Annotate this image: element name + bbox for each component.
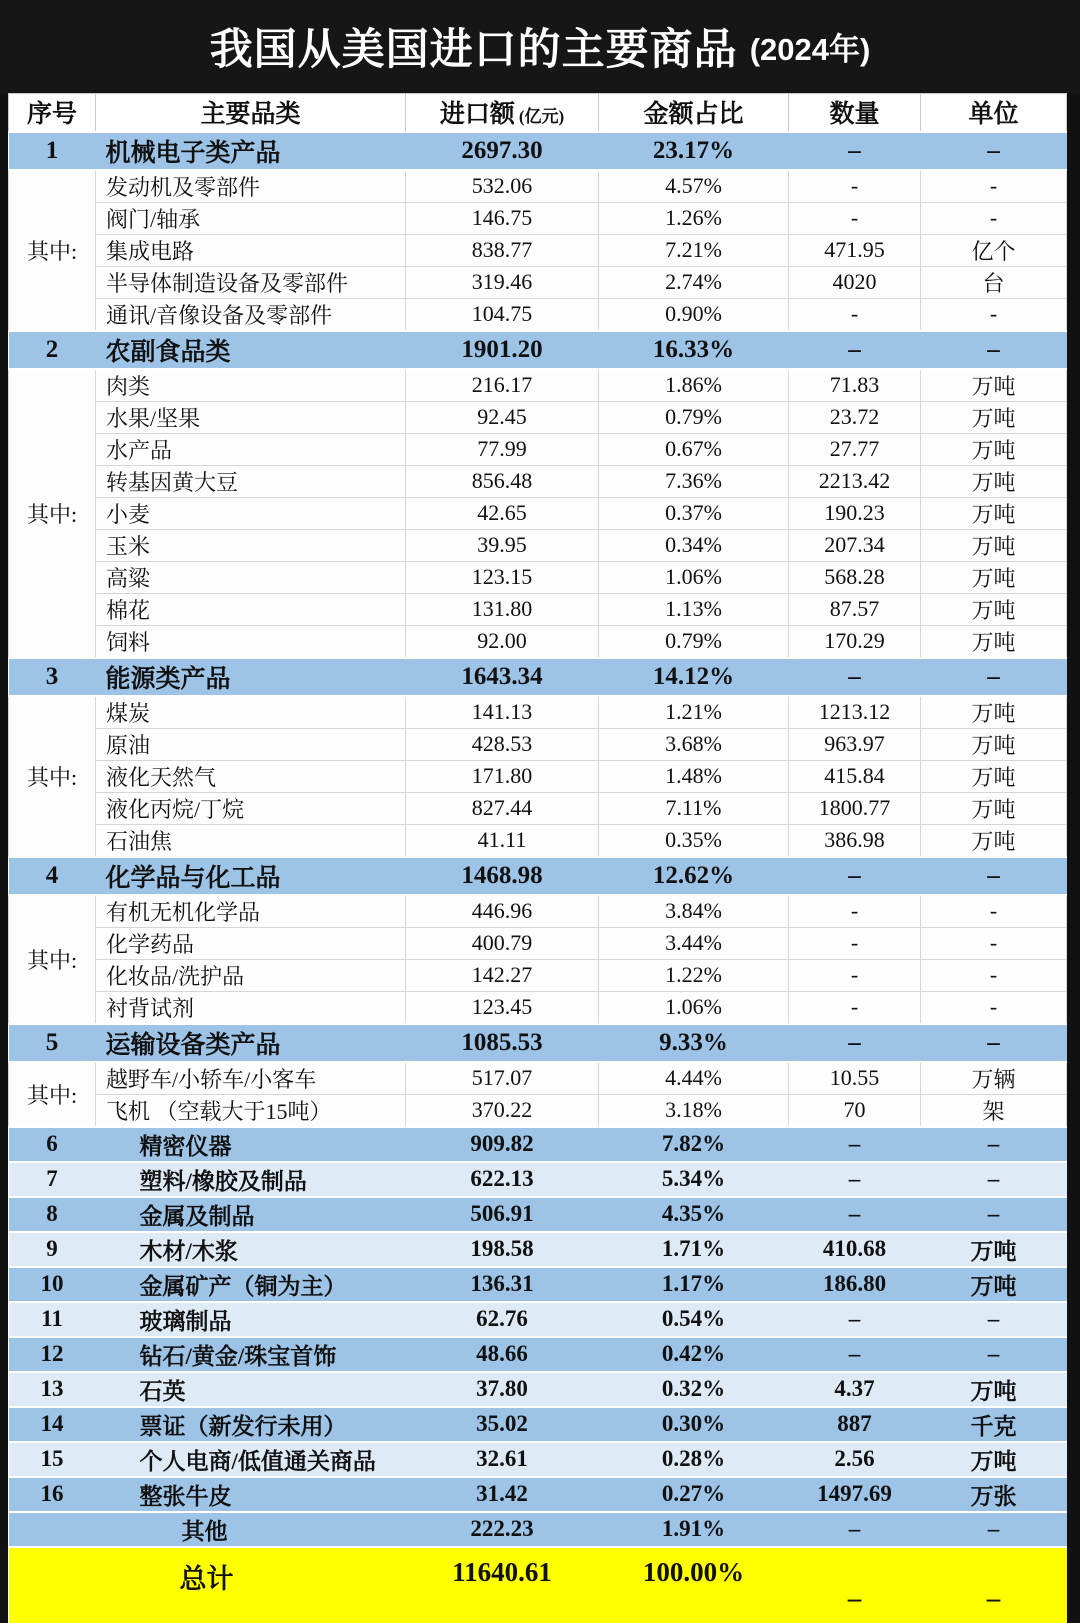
import-value-cell: 319.46 (406, 266, 599, 298)
unit-cell: – (921, 1024, 1067, 1062)
import-value-cell: 216.17 (406, 369, 599, 402)
quantity-cell: 568.28 (789, 561, 921, 593)
value-share-cell: 0.34% (599, 529, 789, 561)
unit-cell: 万辆 (921, 1062, 1067, 1095)
import-value-cell: 146.75 (406, 202, 599, 234)
value-share-cell: 1.71% (599, 1232, 789, 1267)
value-share-cell: 0.54% (599, 1302, 789, 1337)
import-value-cell: 92.45 (406, 401, 599, 433)
table-row (9, 959, 1067, 991)
table-row (9, 202, 1067, 234)
qizhong-label-cell: 其中: (9, 1062, 96, 1127)
table-row (9, 593, 1067, 625)
title-bar (0, 0, 1080, 93)
category-name-cell: 棉花 (96, 593, 406, 625)
unit-cell: 万吨 (921, 625, 1067, 658)
quantity-cell: – (789, 658, 921, 696)
quantity-cell: – (789, 1302, 921, 1337)
unit-cell: - (921, 959, 1067, 991)
import-value-cell: 532.06 (406, 170, 599, 203)
category-name-cell: 能源类产品 (96, 658, 406, 696)
category-name-cell: 阀门/轴承 (96, 202, 406, 234)
quantity-cell: - (789, 927, 921, 959)
qizhong-label-cell: 其中: (9, 170, 96, 331)
import-value-cell: 909.82 (406, 1127, 599, 1162)
import-value-cell: 1901.20 (406, 331, 599, 369)
imports-table (8, 93, 1066, 1623)
quantity-cell: - (789, 959, 921, 991)
table-row (9, 991, 1067, 1024)
value-share-cell: 1.48% (599, 760, 789, 792)
value-share-cell: 0.79% (599, 625, 789, 658)
value-share-cell: 0.67% (599, 433, 789, 465)
qizhong-label-cell: 其中: (9, 369, 96, 658)
category-name-cell: 小麦 (96, 497, 406, 529)
seq-cell: 9 (9, 1232, 96, 1267)
quantity-cell: 1213.12 (789, 696, 921, 729)
unit-cell: 万吨 (921, 561, 1067, 593)
table-row (9, 369, 1067, 402)
import-value-cell: 198.58 (406, 1232, 599, 1267)
quantity-cell: - (789, 170, 921, 203)
quantity-cell: – (789, 132, 921, 170)
value-share-cell: 4.44% (599, 1062, 789, 1095)
table-row (9, 696, 1067, 729)
unit-cell: 万吨 (921, 401, 1067, 433)
quantity-cell: 71.83 (789, 369, 921, 402)
quantity-cell: – (789, 1337, 921, 1372)
unit-cell: 万吨 (921, 792, 1067, 824)
page-title: 我国从美国进口的主要商品 (209, 26, 738, 74)
qizhong-label-cell: 其中: (9, 696, 96, 857)
total-row (9, 1547, 1067, 1623)
category-name-cell: 票证（新发行未用） (96, 1407, 406, 1442)
value-share-cell: 23.17% (599, 132, 789, 170)
value-share-cell: 7.36% (599, 465, 789, 497)
quantity-cell: – (789, 1024, 921, 1062)
import-value-cell: 136.31 (406, 1267, 599, 1302)
import-value-cell: 827.44 (406, 792, 599, 824)
unit-cell: 万吨 (921, 760, 1067, 792)
category-name-cell: 个人电商/低值通关商品 (96, 1442, 406, 1477)
table-row (9, 1127, 1067, 1162)
category-name-cell: 液化丙烷/丁烷 (96, 792, 406, 824)
import-value-cell: 62.76 (406, 1302, 599, 1337)
quantity-cell: - (789, 298, 921, 331)
category-name-cell: 整张牛皮 (96, 1477, 406, 1512)
unit-cell: – (921, 1512, 1067, 1547)
category-name-cell: 精密仪器 (96, 1127, 406, 1162)
table-row (9, 824, 1067, 857)
header-row (9, 94, 1067, 132)
table-row (9, 170, 1067, 203)
col-header-import-value-unit: (亿元) (518, 107, 565, 127)
import-value-cell: 123.15 (406, 561, 599, 593)
seq-cell: 11 (9, 1302, 96, 1337)
table-row (9, 1232, 1067, 1267)
table-row (9, 1267, 1067, 1302)
table-row (9, 132, 1067, 170)
quantity-cell: – (789, 1127, 921, 1162)
value-share-cell: 7.21% (599, 234, 789, 266)
category-name-cell: 塑料/橡胶及制品 (96, 1162, 406, 1197)
table-row (9, 497, 1067, 529)
quantity-cell: 4020 (789, 266, 921, 298)
category-name-cell: 水产品 (96, 433, 406, 465)
unit-cell: 万吨 (921, 433, 1067, 465)
value-share-cell: 0.37% (599, 497, 789, 529)
value-share-cell: 9.33% (599, 1024, 789, 1062)
category-name-cell: 石油焦 (96, 824, 406, 857)
unit-cell: - (921, 895, 1067, 928)
quantity-cell: – (789, 1512, 921, 1547)
unit-cell: - (921, 927, 1067, 959)
unit-cell: - (921, 202, 1067, 234)
seq-cell: 3 (9, 658, 96, 696)
value-share-cell: 1.22% (599, 959, 789, 991)
value-share-cell: 0.42% (599, 1337, 789, 1372)
total-quantity-cell (789, 1547, 921, 1623)
unit-cell: - (921, 991, 1067, 1024)
value-share-cell: 1.06% (599, 991, 789, 1024)
value-share-cell: 1.13% (599, 593, 789, 625)
table-row (9, 266, 1067, 298)
table-row (9, 625, 1067, 658)
total-unit-cell (921, 1547, 1067, 1623)
table-row (9, 1407, 1067, 1442)
value-share-cell: 7.82% (599, 1127, 789, 1162)
unit-cell: 万吨 (921, 824, 1067, 857)
category-name-cell: 液化天然气 (96, 760, 406, 792)
col-header-seq: 序号 (9, 94, 96, 132)
import-value-cell: 41.11 (406, 824, 599, 857)
import-value-cell: 428.53 (406, 728, 599, 760)
quantity-cell: 70 (789, 1094, 921, 1127)
unit-cell: 万吨 (921, 696, 1067, 729)
quantity-cell: – (789, 1162, 921, 1197)
import-value-cell: 517.07 (406, 1062, 599, 1095)
import-table-body (9, 132, 1067, 1547)
value-share-cell: 7.11% (599, 792, 789, 824)
unit-cell: – (921, 1337, 1067, 1372)
value-share-cell: 3.18% (599, 1094, 789, 1127)
category-name-cell: 木材/木浆 (96, 1232, 406, 1267)
table-row (9, 1372, 1067, 1407)
table-row (9, 298, 1067, 331)
import-value-cell: 222.23 (406, 1512, 599, 1547)
import-value-cell: 32.61 (406, 1442, 599, 1477)
category-name-cell: 发动机及零部件 (96, 170, 406, 203)
value-share-cell: 4.57% (599, 170, 789, 203)
quantity-cell: 170.29 (789, 625, 921, 658)
import-value-cell: 77.99 (406, 433, 599, 465)
title-year-label: (2024年) (749, 32, 871, 67)
unit-cell: 万吨 (921, 465, 1067, 497)
import-value-cell: 1085.53 (406, 1024, 599, 1062)
category-name-cell: 有机无机化学品 (96, 895, 406, 928)
table-row (9, 1062, 1067, 1095)
import-value-cell: 37.80 (406, 1372, 599, 1407)
value-share-cell: 1.86% (599, 369, 789, 402)
seq-cell: 15 (9, 1442, 96, 1477)
import-value-cell: 104.75 (406, 298, 599, 331)
category-name-cell: 玉米 (96, 529, 406, 561)
seq-cell: 6 (9, 1127, 96, 1162)
unit-cell: – (921, 1162, 1067, 1197)
quantity-cell: 471.95 (789, 234, 921, 266)
unit-cell: 万吨 (921, 1372, 1067, 1407)
quantity-cell: 963.97 (789, 728, 921, 760)
total-value-cell: 11640.61 (406, 1547, 599, 1623)
table-row (9, 1477, 1067, 1512)
col-header-unit: 单位 (921, 94, 1067, 132)
quantity-cell: - (789, 895, 921, 928)
table-row (9, 1512, 1067, 1547)
total-quantity-dash: – (847, 1582, 862, 1613)
category-name-cell: 农副食品类 (96, 331, 406, 369)
seq-cell: 2 (9, 331, 96, 369)
unit-cell: – (921, 132, 1067, 170)
table-row (9, 792, 1067, 824)
category-name-cell: 其他 (96, 1512, 406, 1547)
unit-cell: – (921, 857, 1067, 895)
import-value-cell: 141.13 (406, 696, 599, 729)
quantity-cell: 23.72 (789, 401, 921, 433)
quantity-cell: 1800.77 (789, 792, 921, 824)
category-name-cell: 化妆品/洗护品 (96, 959, 406, 991)
quantity-cell: 190.23 (789, 497, 921, 529)
value-share-cell: 3.68% (599, 728, 789, 760)
table-row (9, 1302, 1067, 1337)
unit-cell: - (921, 298, 1067, 331)
unit-cell: – (921, 658, 1067, 696)
seq-cell: 10 (9, 1267, 96, 1302)
category-name-cell: 金属及制品 (96, 1197, 406, 1232)
import-value-cell: 838.77 (406, 234, 599, 266)
quantity-cell: 386.98 (789, 824, 921, 857)
col-header-import-value (406, 94, 599, 132)
import-value-cell: 506.91 (406, 1197, 599, 1232)
seq-cell: 12 (9, 1337, 96, 1372)
category-name-cell: 半导体制造设备及零部件 (96, 266, 406, 298)
value-share-cell: 3.84% (599, 895, 789, 928)
seq-cell: 8 (9, 1197, 96, 1232)
table-row (9, 1197, 1067, 1232)
table-row (9, 760, 1067, 792)
col-header-quantity: 数量 (789, 94, 921, 132)
value-share-cell: 4.35% (599, 1197, 789, 1232)
table-row (9, 331, 1067, 369)
category-name-cell: 肉类 (96, 369, 406, 402)
table-row (9, 895, 1067, 928)
quantity-cell: - (789, 202, 921, 234)
seq-cell: 13 (9, 1372, 96, 1407)
table-row (9, 561, 1067, 593)
table-row (9, 529, 1067, 561)
import-value-cell: 35.02 (406, 1407, 599, 1442)
category-name-cell: 原油 (96, 728, 406, 760)
quantity-cell: 27.77 (789, 433, 921, 465)
value-share-cell: 0.90% (599, 298, 789, 331)
value-share-cell: 16.33% (599, 331, 789, 369)
value-share-cell: 1.21% (599, 696, 789, 729)
table-row (9, 927, 1067, 959)
col-header-category: 主要品类 (96, 94, 406, 132)
unit-cell: – (921, 1302, 1067, 1337)
seq-cell: 14 (9, 1407, 96, 1442)
category-name-cell: 转基因黄大豆 (96, 465, 406, 497)
table-row (9, 658, 1067, 696)
unit-cell: 万吨 (921, 1232, 1067, 1267)
category-name-cell: 钻石/黄金/珠宝首饰 (96, 1337, 406, 1372)
table-row (9, 1162, 1067, 1197)
category-name-cell: 越野车/小轿车/小客车 (96, 1062, 406, 1095)
quantity-cell: – (789, 1197, 921, 1232)
quantity-cell: 1497.69 (789, 1477, 921, 1512)
unit-cell: – (921, 1127, 1067, 1162)
total-share-cell: 100.00% (599, 1547, 789, 1623)
total-seq-cell (9, 1547, 96, 1623)
col-header-share: 金额占比 (599, 94, 789, 132)
import-value-cell: 622.13 (406, 1162, 599, 1197)
unit-cell: 万吨 (921, 497, 1067, 529)
import-value-cell: 42.65 (406, 497, 599, 529)
unit-cell: 千克 (921, 1407, 1067, 1442)
category-name-cell: 集成电路 (96, 234, 406, 266)
unit-cell: - (921, 170, 1067, 203)
category-name-cell: 煤炭 (96, 696, 406, 729)
category-name-cell: 石英 (96, 1372, 406, 1407)
unit-cell: 万吨 (921, 369, 1067, 402)
value-share-cell: 0.28% (599, 1442, 789, 1477)
category-name-cell: 运输设备类产品 (96, 1024, 406, 1062)
import-value-cell: 48.66 (406, 1337, 599, 1372)
seq-cell: 1 (9, 132, 96, 170)
import-value-cell: 131.80 (406, 593, 599, 625)
table-row (9, 1442, 1067, 1477)
category-name-cell: 金属矿产（铜为主） (96, 1267, 406, 1302)
col-header-import-value-label: 进口额 (439, 101, 515, 129)
quantity-cell: 887 (789, 1407, 921, 1442)
value-share-cell: 0.32% (599, 1372, 789, 1407)
quantity-cell: 2.56 (789, 1442, 921, 1477)
unit-cell: 架 (921, 1094, 1067, 1127)
import-value-cell: 39.95 (406, 529, 599, 561)
quantity-cell: 207.34 (789, 529, 921, 561)
seq-cell: 16 (9, 1477, 96, 1512)
table-row (9, 857, 1067, 895)
unit-cell: 万吨 (921, 593, 1067, 625)
quantity-cell: 10.55 (789, 1062, 921, 1095)
quantity-cell: 4.37 (789, 1372, 921, 1407)
quantity-cell: – (789, 857, 921, 895)
unit-cell: 万张 (921, 1477, 1067, 1512)
category-name-cell: 化学药品 (96, 927, 406, 959)
value-share-cell: 14.12% (599, 658, 789, 696)
unit-cell: 亿个 (921, 234, 1067, 266)
import-value-cell: 446.96 (406, 895, 599, 928)
quantity-cell: 415.84 (789, 760, 921, 792)
value-share-cell: 0.79% (599, 401, 789, 433)
import-value-cell: 1468.98 (406, 857, 599, 895)
total-label-cell: 总计 (96, 1547, 406, 1623)
unit-cell: 万吨 (921, 1267, 1067, 1302)
category-name-cell: 通讯/音像设备及零部件 (96, 298, 406, 331)
category-name-cell: 化学品与化工品 (96, 857, 406, 895)
seq-cell: 4 (9, 857, 96, 895)
qizhong-label-cell: 其中: (9, 895, 96, 1024)
quantity-cell: – (789, 331, 921, 369)
value-share-cell: 12.62% (599, 857, 789, 895)
category-name-cell: 飞机 （空载大于15吨） (96, 1094, 406, 1127)
import-value-cell: 123.45 (406, 991, 599, 1024)
import-value-cell: 1643.34 (406, 658, 599, 696)
value-share-cell: 1.06% (599, 561, 789, 593)
value-share-cell: 0.27% (599, 1477, 789, 1512)
value-share-cell: 2.74% (599, 266, 789, 298)
value-share-cell: 0.30% (599, 1407, 789, 1442)
category-name-cell: 水果/坚果 (96, 401, 406, 433)
import-value-cell: 400.79 (406, 927, 599, 959)
value-share-cell: 1.91% (599, 1512, 789, 1547)
table-row (9, 433, 1067, 465)
unit-cell: 台 (921, 266, 1067, 298)
value-share-cell: 1.26% (599, 202, 789, 234)
import-value-cell: 2697.30 (406, 132, 599, 170)
value-share-cell: 0.35% (599, 824, 789, 857)
quantity-cell: - (789, 991, 921, 1024)
import-value-cell: 142.27 (406, 959, 599, 991)
table-row (9, 401, 1067, 433)
quantity-cell: 87.57 (789, 593, 921, 625)
import-value-cell: 31.42 (406, 1477, 599, 1512)
table-row (9, 1094, 1067, 1127)
table-row (9, 728, 1067, 760)
value-share-cell: 5.34% (599, 1162, 789, 1197)
unit-cell: – (921, 331, 1067, 369)
category-name-cell: 高粱 (96, 561, 406, 593)
seq-cell: 5 (9, 1024, 96, 1062)
table-row (9, 1024, 1067, 1062)
value-share-cell: 1.17% (599, 1267, 789, 1302)
quantity-cell: 2213.42 (789, 465, 921, 497)
category-name-cell: 玻璃制品 (96, 1302, 406, 1337)
import-value-cell: 370.22 (406, 1094, 599, 1127)
import-value-cell: 92.00 (406, 625, 599, 658)
category-name-cell: 衬背试剂 (96, 991, 406, 1024)
quantity-cell: 410.68 (789, 1232, 921, 1267)
table-row (9, 1337, 1067, 1372)
table-row (9, 234, 1067, 266)
quantity-cell: 186.80 (789, 1267, 921, 1302)
category-name-cell: 饲料 (96, 625, 406, 658)
total-unit-dash: – (986, 1582, 1001, 1613)
unit-cell: 万吨 (921, 728, 1067, 760)
value-share-cell: 3.44% (599, 927, 789, 959)
unit-cell: 万吨 (921, 1442, 1067, 1477)
seq-cell: 7 (9, 1162, 96, 1197)
unit-cell: – (921, 1197, 1067, 1232)
category-name-cell: 机械电子类产品 (96, 132, 406, 170)
unit-cell: 万吨 (921, 529, 1067, 561)
import-value-cell: 171.80 (406, 760, 599, 792)
seq-cell (9, 1512, 96, 1547)
table-row (9, 465, 1067, 497)
import-value-cell: 856.48 (406, 465, 599, 497)
